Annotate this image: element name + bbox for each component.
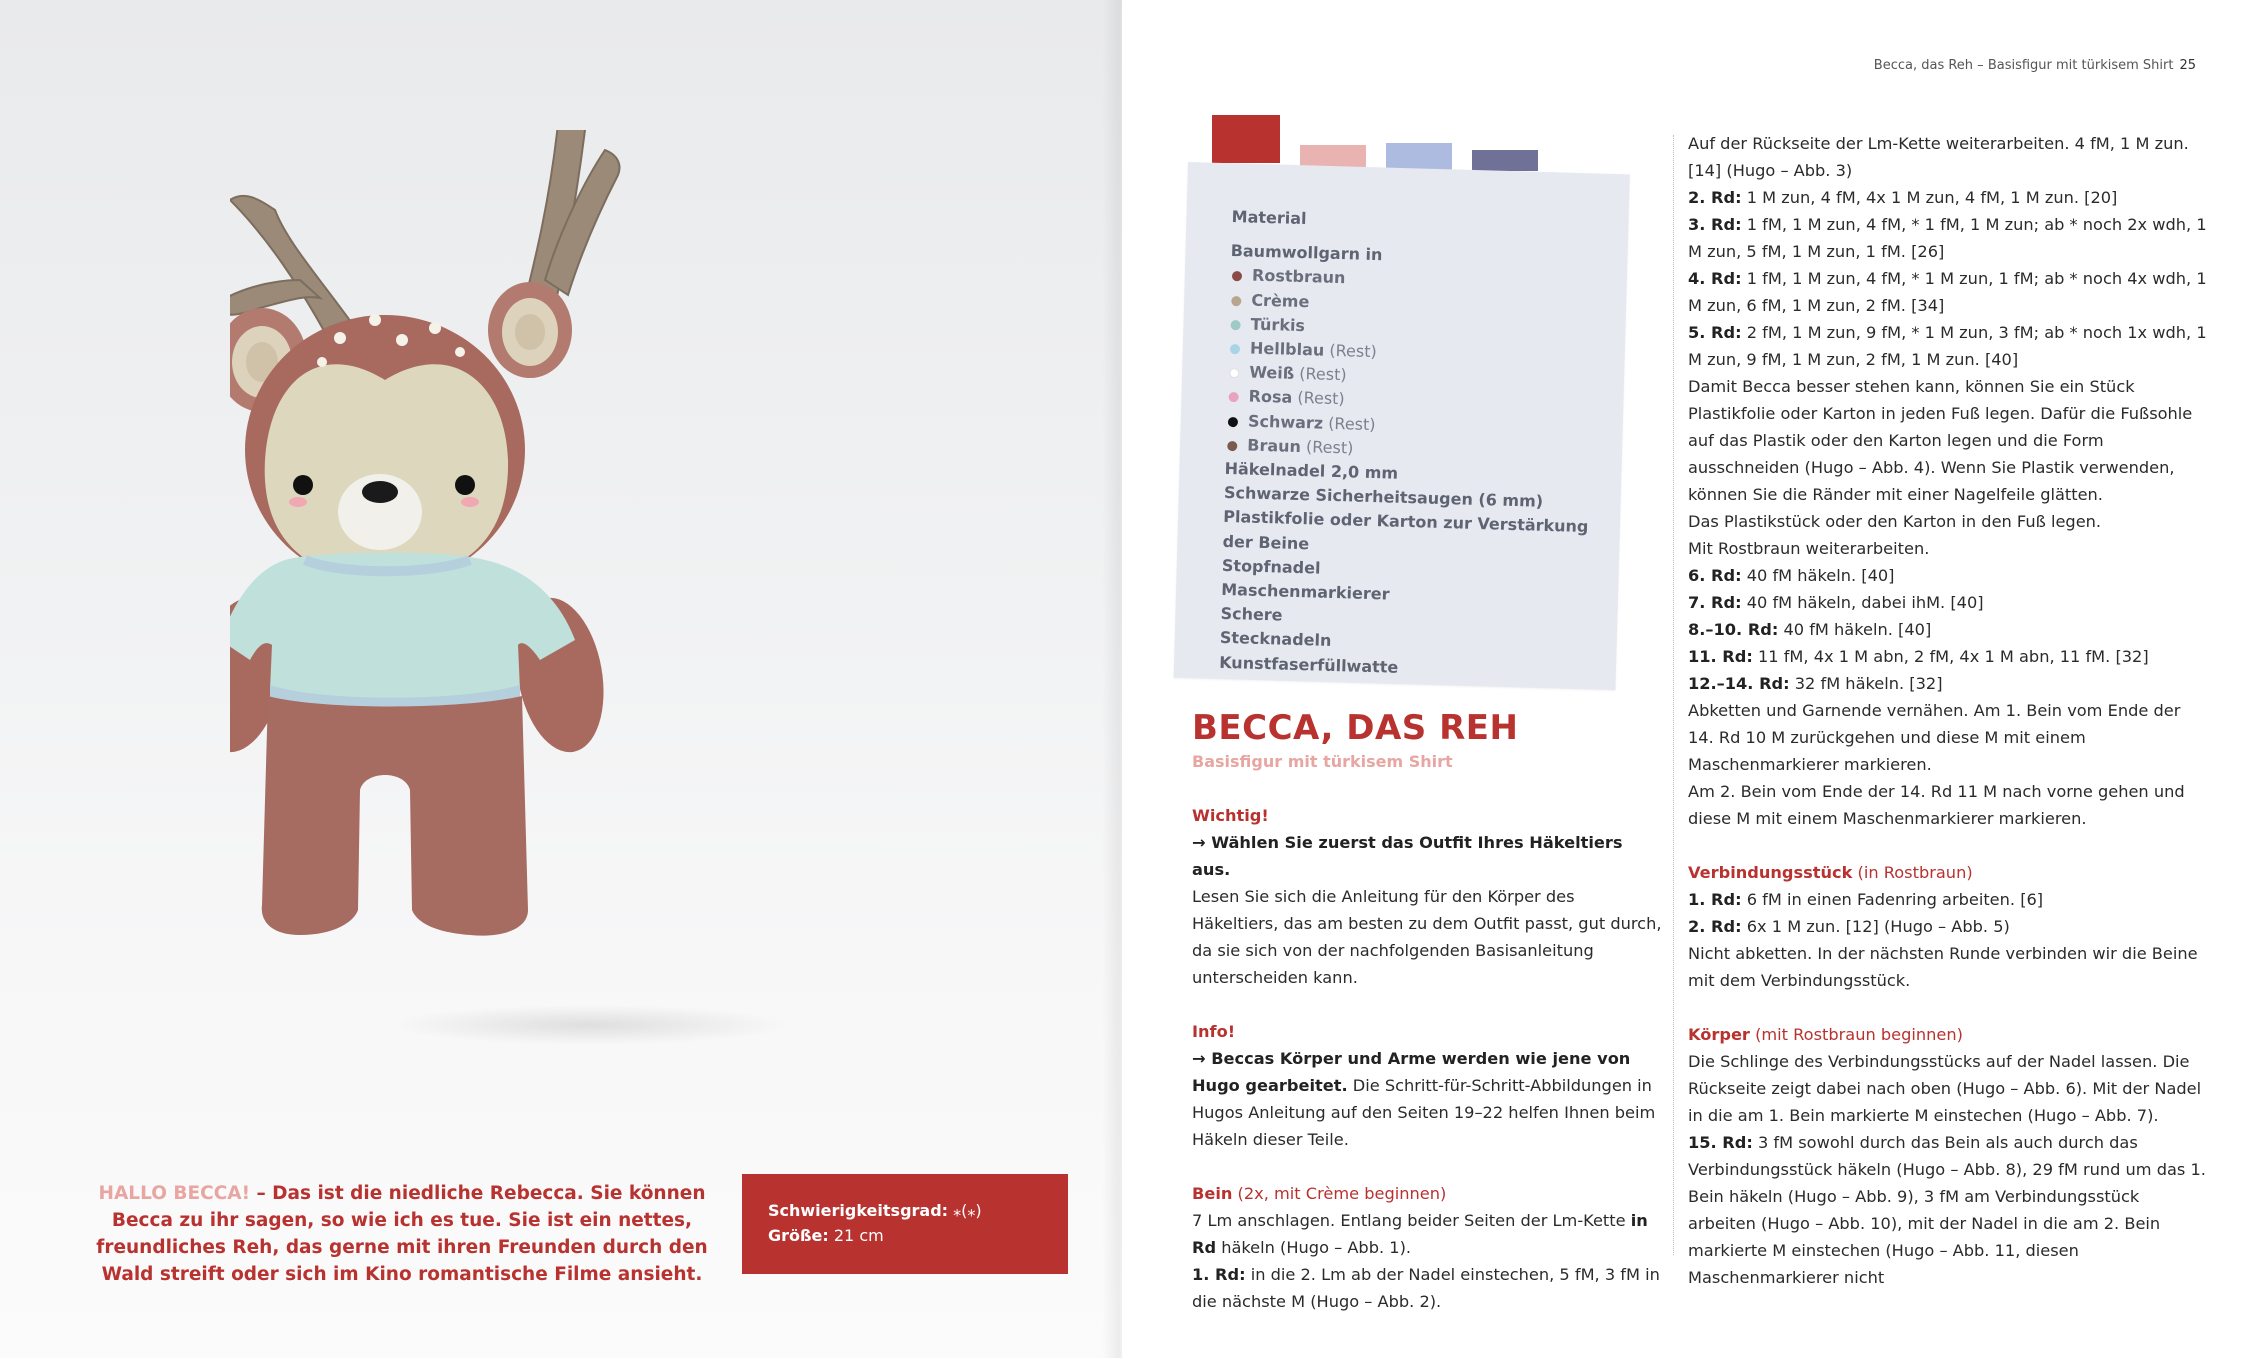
wichtig-bold: → Wählen Sie zuerst das Outfit Ihres Häkeltiers aus. [1192, 833, 1623, 879]
pants [262, 696, 528, 936]
yarn-list [1225, 263, 1630, 468]
info-text: Die Schritt-für-Schritt-Abbildungen in Hugos Anleitung auf den Seiten 19–22 helfen Ihnen beim Häkeln dieser Teile. [1192, 1076, 1656, 1149]
page-number: 25 [2179, 58, 2196, 73]
color-swatch [1212, 115, 1280, 163]
bein-heading [1192, 1180, 1662, 1207]
round-8-10 [1688, 616, 2208, 643]
nose [362, 481, 398, 503]
tool-item: Schere [1220, 604, 1283, 625]
round-3 [1688, 211, 2208, 265]
round-5 [1688, 319, 2208, 373]
size-label: Größe: [768, 1226, 829, 1245]
bein-r1-label: 1. Rd: [1192, 1265, 1246, 1284]
k-paragraph: Die Schlinge des Verbindungsstücks auf der Nadel lassen. Die Rückseite zeigt dabei nach oben (Hugo – Abb. 6). Mit der Nadel in die am 1. Bein markierte M einstechen (Hugo – Abb. 7). [1688, 1052, 2202, 1125]
difficulty-box [742, 1174, 1068, 1274]
r7-text: 40 fM häkeln, dabei ihM. [40] [1741, 593, 1984, 612]
r11-text: 11 fM, 4x 1 M abn, 2 fM, 4x 1 M abn, 11 fM. [32] [1752, 647, 2149, 666]
r7-label: 7. Rd: [1688, 593, 1742, 612]
r6-label: 6. Rd: [1688, 566, 1742, 585]
text-column-2 [1688, 130, 2208, 1291]
material-title: Material [1231, 206, 1307, 229]
ear-right [488, 282, 572, 378]
bein-r1-text: in die 2. Lm ab der Nadel einstechen, 5 fM, 3 fM in die nächste M (Hugo – Abb. 2). [1192, 1265, 1660, 1311]
vb-paragraph: Nicht abketten. In der nächsten Runde verbinden wir die Beine mit dem Verbindungsstück. [1688, 944, 2198, 990]
tool-item: Plastikfolie oder Karton zur Verstärkung der Beine [1222, 507, 1589, 553]
c2-p6: Am 2. Bein vom Ende der 14. Rd 11 M nach vorne gehen und diese M mit einem Maschenmarkierer markieren. [1688, 782, 2185, 828]
yarn-name: Crème [1251, 290, 1310, 311]
yarn-color-dot-icon [1227, 441, 1237, 451]
eye-right [455, 475, 475, 495]
vb-head: Verbindungsstück [1688, 863, 1853, 882]
round-2 [1688, 184, 2208, 211]
r15-text: 3 fM sowohl durch das Bein als auch durch das Verbindungsstück häkeln (Hugo – Abb. 8), 29 fM rund um das 1. Bein häkeln (Hugo – Abb. 9), 3 fM am Verbindungsstück arbeiten (Hugo – Abb. 10), mit der Nadel in die am 2. Bein markierte M einstechen (Hugo – Abb. 11, diesen Maschenmarkierer nicht [1688, 1133, 2206, 1287]
yarn-color-dot-icon [1228, 417, 1238, 427]
c2-p4: Mit Rostbraun weiterarbeiten. [1688, 539, 1930, 558]
r11-label: 11. Rd: [1688, 647, 1753, 666]
vb2-label: 2. Rd: [1688, 917, 1742, 936]
bein-note: (2x, mit Crème beginnen) [1232, 1184, 1447, 1203]
r8-text: 40 fM häkeln. [40] [1778, 620, 1932, 639]
material-list [1219, 205, 1632, 686]
yarn-note: (Rest) [1324, 340, 1377, 362]
yarn-name: Türkis [1250, 314, 1306, 335]
page-title: BECCA, DAS REH [1192, 708, 1519, 748]
info-bold: → Beccas Körper und Arme werden wie jene von Hugo gearbeitet. [1192, 1049, 1631, 1095]
difficulty-label: Schwierigkeitsgrad: [768, 1201, 949, 1220]
color-swatch [1300, 145, 1366, 167]
tool-list [1219, 457, 1625, 686]
yarn-name: Braun [1247, 435, 1302, 456]
info-heading: Info! [1192, 1022, 1236, 1041]
cheek-right [461, 497, 479, 507]
yarn-color-dot-icon [1230, 344, 1240, 354]
tool-item: Kunstfaserfüllwatte [1218, 652, 1399, 677]
tool-item: Schwarze Sicherheitsaugen (6 mm) [1223, 483, 1544, 512]
r4-text: 1 fM, 1 M zun, 4 fM, * 1 M zun, 1 fM; ab * noch 4x wdh, 1 M zun, 6 fM, 1 M zun, 2 fM. [34] [1688, 269, 2207, 315]
c2-p5: Abketten und Garnende vernähen. Am 1. Bein vom Ende der 14. Rd 10 M zurückgehen und diese M mit einem Maschenmarkierer markieren. [1688, 701, 2181, 774]
tool-item: Stopfnadel [1221, 555, 1321, 578]
r2-label: 2. Rd: [1688, 188, 1742, 207]
wichtig-heading: Wichtig! [1192, 806, 1269, 825]
r5-text: 2 fM, 1 M zun, 9 fM, * 1 M zun, 3 fM; ab * noch 1x wdh, 1 M zun, 9 fM, 1 M zun, 2 fM, 1 M zun. [40] [1688, 323, 2207, 369]
yarn-name: Rostbraun [1251, 265, 1346, 288]
difficulty-value: ⁎(⁎) [953, 1201, 982, 1220]
r4-label: 4. Rd: [1688, 269, 1742, 288]
r8-label: 8.–10. Rd: [1688, 620, 1779, 639]
vb1-text: 6 fM in einen Fadenring arbeiten. [6] [1741, 890, 2044, 909]
bein-l1b: in Rd [1192, 1211, 1648, 1257]
wichtig-text: Lesen Sie sich die Anleitung für den Körper des Häkeltiers, das am besten zu dem Outfit passt, gut durch, da sie sich von der nachfolgenden Basisanleitung unterscheiden kann. [1192, 887, 1662, 987]
text-column-1 [1192, 802, 1662, 1315]
koerper-heading [1688, 1021, 2208, 1048]
yarn-name: Schwarz [1247, 411, 1324, 433]
c2-p1: Auf der Rückseite der Lm-Kette weiterarbeiten. 4 fM, 1 M zun. [14] (Hugo – Abb. 3) [1688, 134, 2189, 180]
vb-round-1 [1688, 886, 2208, 913]
bein-round-1 [1192, 1261, 1662, 1315]
round-12-14 [1688, 670, 2208, 697]
intro-text [92, 1180, 712, 1288]
verbindung-heading [1688, 859, 2208, 886]
yarn-color-dot-icon [1229, 368, 1239, 378]
yarn-color-dot-icon [1228, 392, 1238, 402]
color-swatch [1386, 143, 1452, 170]
intro-body: – Das ist die niedliche Rebecca. Sie können Becca zu ihr sagen, so wie ich es tue. Sie ist ein nettes, freundliches Reh, das gerne mit ihren Freunden durch den Wald streift oder sich im Kino romantische Filme ansieht. [96, 1183, 708, 1285]
yarn-color-dot-icon [1231, 320, 1241, 330]
running-head [1874, 58, 2196, 73]
vb-round-2 [1688, 913, 2208, 940]
column-divider [1673, 135, 1674, 1255]
bein-l1c: häkeln (Hugo – Abb. 1). [1216, 1238, 1412, 1257]
bein-head: Bein [1192, 1184, 1233, 1203]
size-row [768, 1223, 1042, 1248]
round-15 [1688, 1129, 2208, 1291]
round-7 [1688, 589, 2208, 616]
r15-label: 15. Rd: [1688, 1133, 1753, 1152]
r2-text: 1 M zun, 4 fM, 4x 1 M zun, 4 fM, 1 M zun. [20] [1741, 188, 2118, 207]
bein-line-1 [1192, 1207, 1662, 1261]
vb1-label: 1. Rd: [1688, 890, 1742, 909]
yarn-name: Hellblau [1249, 338, 1325, 360]
bein-l1a: 7 Lm anschlagen. Entlang beider Seiten der Lm-Kette [1192, 1211, 1631, 1230]
k-note: (mit Rostbraun beginnen) [1749, 1025, 1963, 1044]
yarn-note: (Rest) [1322, 413, 1376, 434]
size-value: 21 cm [833, 1226, 884, 1245]
yarn-note: (Rest) [1292, 388, 1345, 409]
tool-item: Häkelnadel 2,0 mm [1224, 458, 1399, 483]
c2-p2: Damit Becca besser stehen kann, können Sie ein Stück Plastikfolie oder Karton in jeden Fuß legen. Dafür die Fußsohle auf das Plastik oder den Karton legen und die Form ausschneiden (Hugo – Abb. 4). Wenn Sie Plastik verwenden, können Sie die Ränder mit einer Nagelfeile glätten. [1688, 377, 2193, 504]
r12-label: 12.–14. Rd: [1688, 674, 1790, 693]
yarn-color-dot-icon [1232, 271, 1242, 281]
yarn-heading: Baumwollgarn in [1230, 241, 1383, 265]
vb-note: (in Rostbraun) [1852, 863, 1973, 882]
vb2-text: 6x 1 M zun. [12] (Hugo – Abb. 5) [1741, 917, 2010, 936]
r5-label: 5. Rd: [1688, 323, 1742, 342]
r3-text: 1 fM, 1 M zun, 4 fM, * 1 fM, 1 M zun; ab * noch 2x wdh, 1 M zun, 5 fM, 1 M zun, 1 fM. [26] [1688, 215, 2207, 261]
eye-left [293, 475, 313, 495]
difficulty-row [768, 1198, 1042, 1223]
k-head: Körper [1688, 1025, 1750, 1044]
tool-item: Stecknadeln [1219, 628, 1332, 651]
c2-p3: Das Plastikstück oder den Karton in den Fuß legen. [1688, 512, 2102, 531]
r3-label: 3. Rd: [1688, 215, 1742, 234]
round-4 [1688, 265, 2208, 319]
r12-text: 32 fM häkeln. [32] [1789, 674, 1943, 693]
page-subtitle: Basisfigur mit türkisem Shirt [1192, 752, 1453, 771]
yarn-color-dot-icon [1231, 296, 1241, 306]
yarn-name: Rosa [1248, 386, 1293, 408]
r6-text: 40 fM häkeln. [40] [1741, 566, 1895, 585]
round-6 [1688, 562, 2208, 589]
yarn-note: (Rest) [1300, 436, 1354, 458]
intro-lead: HALLO BECCA! [98, 1183, 251, 1204]
color-swatch [1472, 150, 1538, 171]
right-page [1122, 0, 2244, 1358]
tool-item: Maschenmarkierer [1220, 579, 1390, 604]
yarn-note: (Rest) [1293, 364, 1347, 385]
round-11 [1688, 643, 2208, 670]
yarn-name: Weiß [1249, 362, 1295, 384]
info-paragraph [1192, 1045, 1662, 1153]
running-head-title: Becca, das Reh – Basisfigur mit türkisem Shirt [1873, 58, 2174, 73]
cheek-left [289, 497, 307, 507]
deer-amigurumi-photo [230, 130, 910, 1070]
